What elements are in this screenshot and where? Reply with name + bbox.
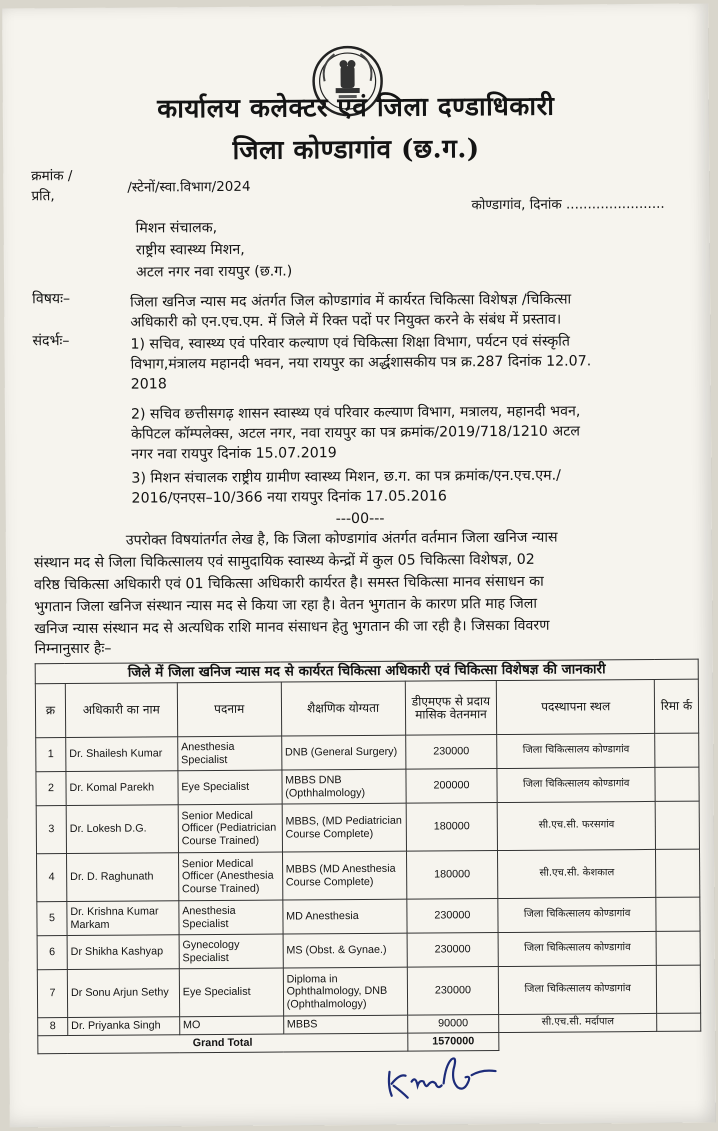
cell-posting: सी.एच.सी. केशकाल [498,849,656,898]
cell-remarks [656,931,700,965]
kramank-label: क्रमांक / [31,167,73,185]
cell-salary: 180000 [406,803,498,852]
reference-2-line1: 2) सचिव छत्तीसगढ़ शासन स्वास्थ्य एवं परिवार कल्याण विभाग, मत्रालय, महानदी भवन, [130,403,581,423]
cell-posting: जिला चिकित्सालय कोण्डागांव [498,897,656,932]
cell-sno: 4 [37,854,67,902]
cell-qualification: MD Anesthesia [282,899,406,934]
kramank-value: /स्टेनों/स्वा.विभाग/2024 [127,178,251,196]
body-line4: भुगतान जिला खनिज संस्थान न्यास मद से किया जा रहा है। वेतन भुगतान के कारण प्रति माह जिला [34,595,538,616]
cell-name: Dr. Komal Parekh [66,771,178,806]
office-title-line2: जिला कोण्डागांव (छ.ग.) [232,134,480,166]
reference-3-line2: 2016/एनएस–10/366 नया रायपुर दिनांक 17.05.2016 [131,488,447,507]
addressee-line1: मिशन संचालक, [135,219,218,237]
cell-name: Dr. Krishna Kumar Markam [67,901,179,936]
cell-designation: Eye Specialist [179,968,283,1017]
subject-line1: जिला खनिज न्यास मद अंतर्गत जिल कोण्डागांव में कार्यरत चिकित्सा विशेषज्ञ /चिकित्सा [130,291,572,311]
header-designation: पदनाम [177,682,281,737]
cell-designation: Anesthesia Specialist [179,900,283,935]
cell-sno: 6 [37,936,67,970]
table-row [37,849,700,902]
reference-1-line1: 1) सचिव, स्वास्थ्य एवं परिवार कल्याण एवं चिकित्सा शिक्षा विभाग, पर्यटन एवं संस्कृति [130,333,571,353]
cell-designation: Senior Medical Officer (Anesthesia Course Trained) [178,852,282,901]
cell-name: Dr. Lokesh D.G. [66,805,178,854]
table-row [36,767,699,806]
cell-posting: सी.एच.सी. फरसगांव [498,801,656,850]
header-remarks: रिमा र्क [654,679,698,733]
cell-name: Dr. Shailesh Kumar [66,737,178,772]
cell-salary: 230000 [407,967,499,1016]
cell-salary: 90000 [407,1015,499,1034]
reference-1-line2: विभाग,मंत्रालय महानदी भवन, नया रायपुर का अर्द्धशासकीय पत्र क्र.287 दिनांक 12.07. [130,353,592,373]
table-row [37,897,700,936]
office-title-line1: कार्यालय कलेक्टर एवं जिला दण्डाधिकारी [157,91,555,125]
cell-sno: 7 [37,970,67,1018]
header-qualification: शैक्षणिक योग्यता [281,681,405,736]
cell-sno: 3 [36,806,66,854]
cell-qualification: Diploma in Ophthalmology, DNB (Ophthalmology) [283,967,407,1016]
addressee-line2: राष्ट्रीय स्वास्थ्य मिशन, [135,241,245,259]
cell-qualification: MBBS (MD Anesthesia Course Complete) [282,851,406,900]
cell-name: Dr. D. Raghunath [66,853,178,902]
table-caption: जिले में जिला खनिज न्यास मद से कार्यरत चिकित्सा अधिकारी एवं चिकित्सा विशेषज्ञ की जानकारी [35,659,698,684]
total-value: 1570000 [407,1033,499,1052]
cell-posting: जिला चिकित्सालय कोण्डागांव [497,733,655,768]
cell-name: Dr Shikha Kashyap [67,935,179,970]
cell-name: Dr. Priyanka Singh [68,1017,180,1036]
reference-1-line3: 2018 [130,376,167,393]
cell-salary: 200000 [405,769,497,804]
cell-remarks [655,733,699,767]
table-row [36,801,699,854]
reference-2-line3: नगर नवा रायपुर दिनांक 15.07.2019 [131,445,337,463]
cell-sno: 1 [36,738,66,772]
cell-qualification: MBBS [283,1015,407,1034]
cell-sno: 8 [38,1018,68,1036]
reference-3-line1: 3) मिशन संचालक राष्ट्रीय ग्रामीण स्वास्थ्य मिशन, छ.ग. का पत्र क्रमांक/एन.एच.एम./ [131,467,561,487]
place-date: कोण्डागांव, दिनांक ....................... [471,195,665,214]
cell-posting: सी.एच.सी. मर्दापाल [499,1013,657,1032]
subject-line2: अधिकारी को एन.एच.एम. में जिले में रिक्त पदों पर नियुक्त करने के संबंध में प्रस्ताव। [130,311,562,331]
letter-page [2,4,716,1128]
cell-qualification: MBBS DNB (Opthhalmology) [282,769,406,804]
cell-remarks [656,897,700,931]
cell-qualification: MBBS, (MD Pediatrician Course Complete) [282,803,406,852]
cell-designation: Gynecology Specialist [179,934,283,969]
signature-image [381,1045,501,1108]
header-name: अधिकारी का नाम [65,683,177,738]
cell-posting: जिला चिकित्सालय कोण्डागांव [497,767,655,802]
body-line2: संस्थान मद से जिला चिकित्सालय एवं सामुदायिक स्वास्थ्य केन्द्रों में कुल 05 चिकित्सा विशेषज्ञ, 02 [33,551,535,572]
subject-label: विषयः– [32,291,71,308]
cell-designation: Anesthesia Specialist [177,736,281,771]
body-line6: निम्नानुसार हैः– [34,640,112,658]
cell-remarks [655,801,699,849]
total-label: Grand Total [38,1033,408,1054]
header-sno: क्र [35,684,65,738]
prati-label: प्रति, [31,188,55,205]
addressee-line3: अटल नगर नवा रायपुर (छ.ग.) [135,263,293,281]
reference-2-line2: केपिटल कॉम्पलेक्स, अटल नगर, नवा रायपुर का पत्र क्रमांक/2019/718/1210 अटल [131,423,581,443]
cell-posting: जिला चिकित्सालय कोण्डागांव [498,931,656,966]
cell-designation: Eye Specialist [178,770,282,805]
cell-salary: 230000 [407,933,499,968]
table-row [36,733,699,772]
body-line5: खनिज न्यास संस्थान मद से अत्यधिक राशि मानव संसाधन हेतु भुगतान की जा रही है। जिसका विवरण [34,617,550,638]
cell-remarks [656,965,700,1013]
cell-remarks [655,767,699,801]
header-posting: पदस्थापना स्थल [497,679,655,734]
cell-remarks [656,849,700,897]
cell-salary: 180000 [406,851,498,900]
cell-salary: 230000 [406,899,498,934]
section-divider: ---00--- [335,510,385,528]
cell-qualification: MS (Obst. & Gynae.) [283,933,407,968]
header-salary: डीएमएफ से प्रदाय मासिक वेतनमान [405,681,497,736]
cell-name: Dr Sonu Arjun Sethy [67,969,179,1018]
doctors-table [35,659,702,1055]
cell-remarks [657,1013,701,1031]
references-label: संदर्भः– [32,333,70,350]
body-line1: उपरोक्त विषयांतर्गत लेख है, कि जिला कोण्डागांव अंतर्गत वर्तमान जिला खनिज न्यास [125,529,558,549]
cell-posting: जिला चिकित्सालय कोण्डागांव [499,965,657,1014]
cell-salary: 230000 [405,735,497,770]
table-row [37,931,700,970]
cell-designation: MO [179,1016,283,1035]
total-row [38,1031,701,1054]
body-line3: वरिष्ठ चिकित्सा अधिकारी एवं 01 चिकित्सा अधिकारी कार्यरत है। समस्त चिकित्सा मानव संसाधन का [34,573,544,594]
cell-designation: Senior Medical Officer (Pediatrician Course Trained) [178,804,282,853]
cell-sno: 2 [36,772,66,806]
table-row [37,965,700,1018]
cell-qualification: DNB (General Surgery) [281,735,405,770]
cell-sno: 5 [37,902,67,936]
